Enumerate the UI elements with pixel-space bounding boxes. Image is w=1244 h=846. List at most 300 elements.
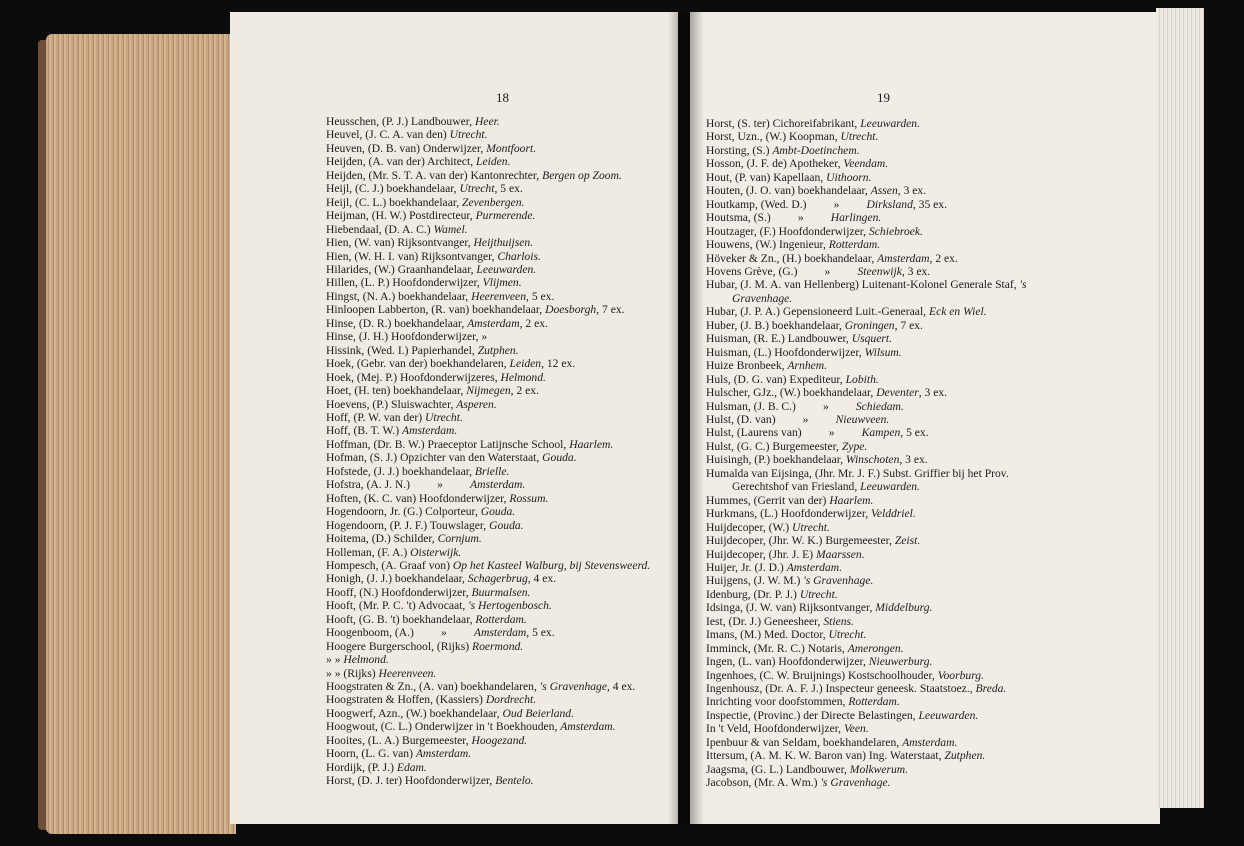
entry-text: Jacobson, (Mr. A. Wm.): [706, 776, 821, 790]
entry-text: Hinloopen Labberton, (R. van) boekhandelaar,: [326, 303, 546, 317]
list-entry: [326, 519, 671, 532]
list-entry: [326, 411, 671, 424]
list-entry: [326, 559, 671, 572]
list-entry: [326, 317, 671, 330]
entry-location: Amsterdam.: [902, 735, 958, 749]
entry-location: Zype.: [841, 439, 868, 453]
entry-location: Helmond.: [500, 370, 546, 384]
entry-text: Hoevens, (P.) Sluiswachter,: [326, 397, 457, 411]
entry-text: » »: [326, 653, 344, 667]
list-entry: [706, 561, 1066, 574]
list-entry: [326, 115, 671, 128]
entry-text: Huijdecoper, (Jhr. W. K.) Burgemeester,: [706, 534, 895, 548]
list-entry: [326, 451, 671, 464]
entry-text: Hoogwerf, Azn., (W.) boekhandelaar,: [326, 706, 503, 720]
list-entry: [706, 548, 1066, 561]
list-entry: [326, 142, 671, 155]
entry-copies: , 7 ex.: [894, 318, 923, 332]
entry-location: Doesborgh: [545, 303, 597, 317]
entry-location: Lobith.: [845, 372, 879, 386]
entry-location: 's Gravenhage: [539, 680, 607, 694]
list-entry: [326, 693, 671, 706]
entry-copies: , 7 ex.: [596, 303, 625, 317]
list-entry: [326, 599, 671, 612]
entry-text: Heusschen, (P. J.) Landbouwer,: [326, 115, 475, 128]
list-entry: [706, 386, 1066, 399]
entry-location: Assen: [870, 184, 898, 198]
list-entry: [706, 763, 1066, 776]
entry-text: Hinse, (J. H.) Hoofdonderwijzer, »: [326, 330, 488, 344]
ditto-mark: »: [437, 478, 443, 492]
entry-location: Harlingen.: [830, 211, 882, 225]
entry-text: Hoften, (K. C. van) Hoofdonderwijzer,: [326, 491, 510, 505]
entry-text: Hoogstraten & Hoffen, (Kassiers): [326, 693, 486, 707]
entry-location: Helmond.: [343, 653, 389, 667]
entry-location: 's Gravenhage.: [820, 776, 891, 790]
entry-location: Wamel.: [433, 222, 468, 236]
entry-location: Utrecht.: [792, 520, 830, 534]
entry-text: Hooff, (N.) Hoofdonderwijzer,: [326, 585, 472, 599]
entry-text: Horst, (S. ter) Cichoreifabrikant,: [706, 117, 861, 130]
entry-text: Hoek, (Gebr. van der) boekhandelaren,: [326, 357, 510, 371]
entry-copies: , 4 ex.: [606, 680, 636, 694]
list-entry: [706, 669, 1066, 682]
list-entry: [326, 546, 671, 559]
list-entry: [326, 492, 671, 505]
entry-text: Heijden, (Mr. S. T. A. van der) Kantonrechter,: [326, 168, 543, 182]
ditto-mark: »: [822, 399, 829, 413]
book-page-edges: [46, 34, 236, 834]
entry-text: Humalda van Eijsinga, (Jhr. Mr. J. F.) Subst. Griffier bij het Prov. Gerechtshof van Friesland,: [706, 466, 1009, 494]
entry-location: Winschoten: [845, 453, 900, 467]
entry-text: Inspectie, (Provinc.) der Directe Belastingen,: [706, 708, 919, 722]
entry-location: Brielle.: [474, 464, 510, 478]
entry-text: Hogendoorn, Jr. (G.) Colporteur,: [326, 505, 481, 519]
entry-location: Velddriel.: [871, 507, 916, 521]
list-entry: [706, 467, 1066, 494]
entry-location: Heerenveen: [471, 289, 527, 303]
list-entry: [326, 182, 671, 195]
entry-location: Schiebroek.: [868, 224, 923, 238]
list-entry: [326, 626, 671, 639]
entry-text: Imans, (M.) Med. Doctor,: [706, 628, 829, 642]
list-entry: [706, 655, 1066, 668]
entry-location: Rotterdam.: [475, 612, 527, 626]
entry-text: Hofman, (S. J.) Opzichter van den Waterstaat,: [326, 451, 543, 465]
entry-copies: , 3 ex.: [899, 453, 928, 467]
entry-text: Heuven, (D. B. van) Onderwijzer,: [326, 141, 487, 155]
entry-copies: , 2 ex.: [510, 384, 539, 398]
entry-location: Purmerende.: [475, 209, 536, 223]
ditto-mark: »: [802, 412, 809, 426]
list-entry: [326, 303, 671, 316]
entry-location: Buurmalsen.: [471, 585, 531, 599]
entry-text: Hofstede, (J. J.) boekhandelaar,: [326, 464, 475, 478]
entry-text: Hingst, (N. A.) boekhandelaar,: [326, 289, 472, 303]
list-entry: [326, 761, 671, 774]
entry-text: Hooft, (Mr. P. C. 't) Advocaat,: [326, 599, 469, 613]
entry-text: Houwens, (W.) Ingenieur,: [706, 238, 829, 252]
entry-location: Haarlem.: [569, 437, 614, 451]
entry-location: Nieuwveen.: [835, 412, 890, 426]
entry-location: Utrecht: [459, 182, 495, 196]
entry-location: Uithoorn.: [826, 170, 872, 184]
entry-text: Houtzager, (F.) Hoofdonderwijzer,: [706, 224, 869, 238]
entry-location: Leiden.: [476, 155, 511, 169]
entry-location: Gouda.: [480, 505, 516, 519]
entry-location: Charlois.: [497, 249, 541, 263]
entry-location: Hoogezand.: [471, 733, 528, 747]
entry-text: Hoitema, (D.) Schilder,: [326, 532, 438, 546]
list-entry: [706, 413, 1066, 426]
entry-location: Edam.: [396, 760, 427, 774]
list-entry: [326, 572, 671, 585]
entry-text: Hoffman, (Dr. B. W.) Praeceptor Latijnsche School,: [326, 437, 570, 451]
list-entry: [326, 209, 671, 222]
entry-location: Amsterdam.: [470, 478, 526, 492]
entry-location: Haarlem.: [829, 493, 874, 507]
entry-copies: , 3 ex.: [897, 184, 927, 198]
list-entry: [706, 319, 1066, 332]
list-entry: [326, 438, 671, 451]
entry-text: Hien, (W. van) Rijksontvanger,: [326, 236, 474, 250]
entry-text: Hoorn, (L. G. van): [326, 747, 416, 761]
entry-location: Gouda.: [542, 451, 577, 465]
list-entry: [706, 682, 1066, 695]
list-entry: [706, 695, 1066, 708]
entry-location: Montfoort.: [486, 141, 537, 155]
list-entry: [326, 680, 671, 693]
entry-text: Jaagsma, (G. L.) Landbouwer,: [706, 762, 850, 776]
entry-location: Usquert.: [851, 332, 892, 346]
entry-text: Hien, (W. H. I. van) Rijksontvanger,: [326, 249, 498, 263]
list-entry: [326, 250, 671, 263]
entry-location: Leeuwarden.: [476, 262, 537, 276]
entry-location: 's Gravenhage.: [732, 278, 1027, 305]
ditto-mark: »: [828, 426, 835, 440]
list-entry: [326, 774, 671, 787]
list-entry: [706, 440, 1066, 453]
entry-text: Hompesch, (A. Graaf von): [326, 558, 453, 572]
entry-location: Leeuwarden.: [918, 708, 979, 722]
list-entry: [706, 265, 1066, 278]
entry-text: Hosson, (J. F. de) Apotheker,: [706, 157, 844, 171]
entry-location: Rossum.: [509, 491, 549, 505]
entry-location: Dordrecht.: [485, 693, 537, 707]
list-entry: [326, 357, 671, 370]
list-entry: [326, 478, 671, 491]
entry-copies: , 5 ex.: [526, 289, 555, 303]
entry-text: Hoogwout, (C. L.) Onderwijzer in 't Boekhouden,: [326, 720, 561, 734]
entry-text: Imminck, (Mr. R. C.) Notaris,: [706, 641, 848, 655]
entry-text: Huize Bronbeek,: [706, 359, 788, 373]
list-entry: [706, 507, 1066, 520]
list-entry: [706, 749, 1066, 762]
list-entry: [706, 601, 1066, 614]
list-entry: [326, 707, 671, 720]
book-gutter: [668, 12, 704, 824]
entry-text: Horst, (D. J. ter) Hoofdonderwijzer,: [326, 774, 496, 788]
entry-text: Holleman, (F. A.): [326, 545, 411, 559]
list-entry: [326, 344, 671, 357]
list-entry: [706, 534, 1066, 547]
list-entry: [706, 615, 1066, 628]
list-entry: [326, 747, 671, 760]
entry-copies: , 5 ex.: [900, 426, 929, 440]
entry-text: Hissink, (Wed. I.) Papierhandel,: [326, 343, 478, 357]
entry-location: Amsterdam.: [786, 560, 842, 574]
entry-text: Heijden, (A. van der) Architect,: [326, 155, 477, 169]
entry-copies: , 5 ex.: [526, 626, 555, 640]
list-entry: [706, 144, 1066, 157]
page-number-left: 18: [496, 90, 509, 105]
entry-location: Leiden: [509, 357, 542, 371]
entry-location: Rotterdam.: [828, 238, 881, 252]
entry-location: Maarssen.: [815, 547, 865, 561]
entry-text: » » (Rijks): [326, 666, 379, 680]
list-entry: [326, 169, 671, 182]
entry-text: Honigh, (J. J.) boekhandelaar,: [326, 572, 468, 586]
entry-text: Hulsman, (J. B. C.): [706, 399, 796, 413]
list-entry: [706, 359, 1066, 372]
list-entry: [326, 330, 671, 343]
list-entry: [326, 640, 671, 653]
entry-location: Voorburg.: [937, 668, 984, 682]
entry-text: Huisman, (L.) Hoofdonderwijzer,: [706, 345, 865, 359]
list-entry: [706, 332, 1066, 345]
entry-location: Veendam.: [843, 157, 889, 171]
entry-location: Utrecht.: [424, 410, 463, 424]
list-entry: [326, 465, 671, 478]
entry-copies: , 4 ex.: [527, 572, 557, 586]
entry-location: Gouda.: [489, 518, 524, 532]
entry-text: Hoogenboom, (A.): [326, 626, 414, 640]
entry-text: Hulscher, GJz., (W.) boekhandelaar,: [706, 386, 877, 400]
entry-text: Horsting, (S.): [706, 143, 773, 157]
entry-location: Rotterdam.: [848, 695, 900, 709]
entry-location: Bergen op Zoom.: [542, 168, 622, 182]
list-entry: [326, 276, 671, 289]
entry-copies: , 2 ex.: [519, 316, 548, 330]
entry-text: Hinse, (D. R.) boekhandelaar,: [326, 316, 468, 330]
entry-location: Heer.: [474, 115, 500, 128]
list-entry: [326, 263, 671, 276]
list-entry: [706, 238, 1066, 251]
entry-location: Leeuwarden.: [860, 480, 920, 494]
list-entry: [326, 720, 671, 733]
entry-location: Schiedam.: [855, 399, 904, 413]
entry-location: Schagerbrug: [467, 572, 528, 586]
list-entry: [326, 371, 671, 384]
list-entry: [706, 400, 1066, 413]
entry-text: Hoogere Burgerschool, (Rijks): [326, 639, 472, 653]
entry-text: Ingenhousz, (Dr. A. F. J.) Inspecteur geneesk. Staatstoez.,: [706, 682, 976, 696]
entry-text: Houtsma, (S.): [706, 211, 771, 225]
list-entry: [706, 157, 1066, 170]
entry-location: Amsterdam: [877, 251, 930, 265]
list-entry: [706, 346, 1066, 359]
entry-location: Asperen.: [456, 397, 497, 411]
entry-location: Amerongen.: [847, 641, 904, 655]
entry-location: Zevenbergen.: [462, 195, 525, 209]
entry-location: 's Gravenhage.: [803, 574, 874, 588]
entry-location: Amsterdam: [473, 626, 527, 640]
entry-text: Hillen, (L. P.) Hoofdonderwijzer,: [326, 276, 483, 290]
subscriber-list-right: [706, 117, 1066, 790]
ditto-mark: »: [824, 264, 831, 278]
entry-copies: , 12 ex.: [541, 357, 576, 371]
entry-location: Cornjum.: [437, 532, 482, 546]
entry-text: Huisman, (R. E.) Landbouwer,: [706, 332, 852, 346]
right-page-edges: [1156, 8, 1204, 808]
entry-location: Nijmegen: [466, 384, 511, 398]
entry-location: Steenwijk: [857, 264, 902, 278]
list-entry: [326, 667, 671, 680]
entry-text: Houten, (J. O. van) boekhandelaar,: [706, 184, 871, 198]
entry-text: Hulst, (D. van): [706, 412, 776, 426]
entry-text: Hubar, (J. P. A.) Gepensioneerd Luit.-Generaal,: [706, 305, 929, 319]
entry-location: Eck en Wiel.: [928, 305, 987, 319]
entry-text: Ingen, (L. van) Hoofdonderwijzer,: [706, 655, 869, 669]
list-entry: [706, 252, 1066, 265]
entry-text: Hofstra, (A. J. N.): [326, 478, 411, 492]
list-entry: [326, 505, 671, 518]
entry-text: Hoek, (Mej. P.) Hoofdonderwijzeres,: [326, 370, 501, 384]
entry-location: Arnhem.: [787, 359, 828, 373]
entry-text: Idsinga, (J. W. van) Rijksontvanger,: [706, 601, 876, 615]
list-entry: [706, 184, 1066, 197]
list-entry: [326, 384, 671, 397]
entry-text: Hiebendaal, (D. A. C.): [326, 222, 434, 236]
entry-location: Leeuwarden.: [860, 117, 921, 130]
list-entry: [706, 225, 1066, 238]
entry-location: 's Hertogenbosch.: [468, 599, 552, 613]
list-entry: [706, 642, 1066, 655]
entry-text: Hoff, (B. T. W.): [326, 424, 403, 438]
entry-location: Utrecht.: [840, 130, 879, 144]
entry-location: Amsterdam.: [560, 720, 616, 734]
entry-location: Stiens.: [823, 614, 854, 628]
list-entry: [706, 453, 1066, 466]
list-entry: [706, 494, 1066, 507]
entry-text: Hoet, (H. ten) boekhandelaar,: [326, 384, 467, 398]
entry-location: Molkwerum.: [849, 762, 909, 776]
list-entry: [706, 426, 1066, 439]
list-entry: [326, 290, 671, 303]
entry-text: Heijman, (H. W.) Postdirecteur,: [326, 209, 476, 223]
entry-text: Hurkmans, (L.) Hoofdonderwijzer,: [706, 507, 872, 521]
list-entry: [326, 424, 671, 437]
entry-location: Amsterdam: [467, 316, 520, 330]
list-entry: [706, 130, 1066, 143]
entry-location: Vlijmen.: [482, 276, 522, 290]
entry-text: Hoff, (P. W. van der): [326, 410, 425, 424]
list-entry: [706, 198, 1066, 211]
entry-text: Huijer, Jr. (J. D.): [706, 560, 787, 574]
list-entry: [706, 574, 1066, 587]
list-entry: [326, 196, 671, 209]
entry-location: Zeist.: [894, 534, 921, 548]
entry-location: Oisterwijk.: [410, 545, 462, 559]
list-entry: [326, 734, 671, 747]
list-entry: [706, 278, 1066, 305]
ditto-mark: »: [441, 626, 447, 640]
entry-location: Amsterdam.: [415, 747, 472, 761]
entry-location: Amsterdam.: [402, 424, 458, 438]
entry-text: Horst, Uzn., (W.) Koopman,: [706, 130, 841, 144]
entry-text: Ingenhoes, (C. W. Bruijnings) Kostschoolhouder,: [706, 668, 938, 682]
entry-text: Inrichting voor doofstommen,: [706, 695, 849, 709]
entry-location: Zutphen.: [477, 343, 519, 357]
entry-text: Hoogstraten & Zn., (A. van) boekhandelaren,: [326, 680, 540, 694]
entry-location: Dirksland: [866, 197, 913, 211]
list-entry: [706, 628, 1066, 641]
list-entry: [706, 722, 1066, 735]
entry-text: Hilarides, (W.) Graanhandelaar,: [326, 262, 477, 276]
entry-location: Zutphen.: [944, 749, 986, 763]
entry-location: Middelburg.: [875, 601, 933, 615]
entry-text: Ipenbuur & van Seldam, boekhandelaren,: [706, 735, 903, 749]
list-entry: [326, 532, 671, 545]
list-entry: [326, 155, 671, 168]
list-entry: [706, 373, 1066, 386]
list-entry: [326, 586, 671, 599]
entry-text: Huijgens, (J. W. M.): [706, 574, 804, 588]
list-entry: [326, 236, 671, 249]
entry-text: Heijl, (C. L.) boekhandelaar,: [326, 195, 463, 209]
entry-text: Hovens Grève, (G.): [706, 264, 798, 278]
list-entry: [326, 613, 671, 626]
list-entry: [326, 398, 671, 411]
entry-text: Hummes, (Gerrit van der): [706, 493, 830, 507]
entry-location: Groningen: [844, 318, 895, 332]
entry-location: Veen.: [843, 722, 869, 736]
list-entry: [706, 776, 1066, 789]
entry-location: Utrecht.: [799, 587, 838, 601]
entry-text: Hulst, (G. C.) Burgemeester,: [706, 439, 842, 453]
entry-location: Heijthuijsen.: [473, 236, 534, 250]
entry-text: Hout, (P. van) Kapellaan,: [706, 170, 827, 184]
entry-location: Nieuwerburg.: [868, 655, 933, 669]
list-entry: [326, 128, 671, 141]
entry-text: Heijl, (C. J.) boekhandelaar,: [326, 182, 460, 196]
ditto-mark: »: [797, 211, 804, 225]
entry-copies: , 35 ex.: [912, 197, 948, 211]
entry-text: Heuvel, (J. C. A. van den): [326, 128, 450, 142]
entry-text: Hubar, (J. M. A. van Hellenberg) Luitenant-Kolonel Generale Staf,: [706, 278, 1020, 292]
entry-copies: , 2 ex.: [929, 251, 958, 265]
entry-location: Utrecht.: [449, 128, 488, 142]
entry-location: Deventer: [876, 386, 919, 400]
entry-location: Breda.: [975, 682, 1007, 696]
entry-text: Houtkamp, (Wed. D.): [706, 197, 807, 211]
entry-location: Bentelo.: [495, 774, 534, 788]
list-entry: [706, 521, 1066, 534]
list-entry: [706, 117, 1066, 130]
entry-location: Utrecht.: [828, 628, 867, 642]
list-entry: [706, 211, 1066, 224]
entry-text: Hooft, (G. B. 't) boekhandelaar,: [326, 612, 476, 626]
entry-text: Hulst, (Laurens van): [706, 426, 802, 440]
entry-text: Hogendoorn, (P. J. F.) Touwslager,: [326, 518, 490, 532]
list-entry: [326, 653, 671, 666]
entry-location: Ambt-Doetinchem.: [772, 143, 860, 157]
entry-copies: , 5 ex.: [494, 182, 523, 196]
entry-text: Idenburg, (Dr. P. J.): [706, 587, 800, 601]
subscriber-list-left: [326, 115, 671, 788]
list-entry: [706, 736, 1066, 749]
list-entry: [706, 588, 1066, 601]
